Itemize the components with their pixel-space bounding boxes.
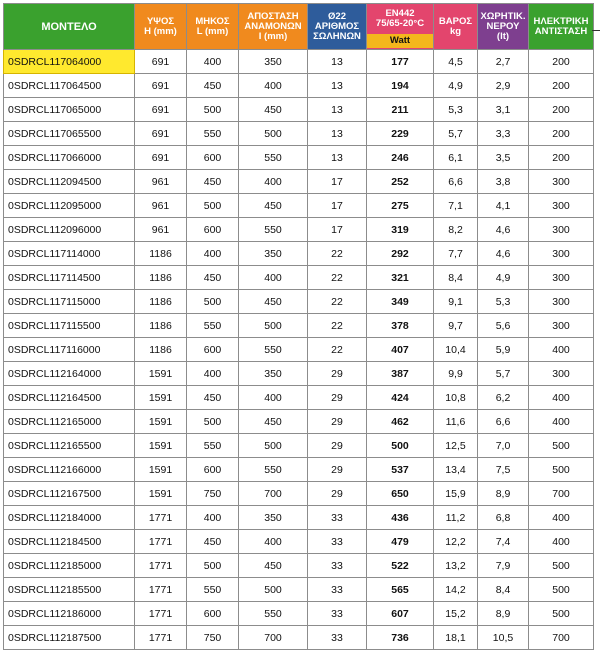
cell-watt: 349 (367, 290, 434, 314)
cell-pipes: 22 (308, 266, 367, 290)
cell-model: 0SDRCL112094500 (4, 170, 135, 194)
table-row (4, 434, 594, 458)
cell-length: 600 (187, 146, 239, 170)
cell-height: 1186 (135, 290, 187, 314)
table-row (4, 386, 594, 410)
cell-model: 0SDRCL117114500 (4, 266, 135, 290)
cell-pipes: 29 (308, 362, 367, 386)
cell-distance: 400 (239, 530, 308, 554)
cell-height: 1771 (135, 506, 187, 530)
cell-height: 1186 (135, 242, 187, 266)
cell-water: 2,7 (478, 50, 529, 74)
cell-water: 4,6 (478, 218, 529, 242)
cell-length: 550 (187, 314, 239, 338)
cell-heater: 300 (529, 170, 594, 194)
cell-heater: 200 (529, 146, 594, 170)
cell-distance: 450 (239, 290, 308, 314)
cell-water: 4,6 (478, 242, 529, 266)
cell-length: 450 (187, 266, 239, 290)
cell-length: 400 (187, 362, 239, 386)
table-row (4, 122, 594, 146)
table-row (4, 50, 594, 74)
cell-length: 500 (187, 290, 239, 314)
cell-model: 0SDRCL112166000 (4, 458, 135, 482)
cell-watt: 252 (367, 170, 434, 194)
cell-water: 7,5 (478, 458, 529, 482)
cell-height: 1771 (135, 530, 187, 554)
cell-watt: 537 (367, 458, 434, 482)
cell-pipes: 33 (308, 530, 367, 554)
cell-distance: 500 (239, 434, 308, 458)
cell-heater: 700 (529, 626, 594, 650)
cell-pipes: 22 (308, 242, 367, 266)
cell-pipes: 33 (308, 578, 367, 602)
cell-pipes: 22 (308, 338, 367, 362)
cell-pipes: 29 (308, 386, 367, 410)
cell-distance: 550 (239, 218, 308, 242)
cell-model: 0SDRCL112164500 (4, 386, 135, 410)
cell-height: 691 (135, 98, 187, 122)
cell-weight: 13,2 (434, 554, 478, 578)
table-row (4, 578, 594, 602)
cell-heater: 700 (529, 482, 594, 506)
cell-watt: 500 (367, 434, 434, 458)
cell-pipes: 29 (308, 458, 367, 482)
cell-distance: 400 (239, 170, 308, 194)
table-row (4, 290, 594, 314)
cell-heater: 300 (529, 362, 594, 386)
cell-weight: 9,9 (434, 362, 478, 386)
cell-water: 8,9 (478, 482, 529, 506)
cell-water: 10,5 (478, 626, 529, 650)
cell-water: 7,9 (478, 554, 529, 578)
table-row (4, 218, 594, 242)
cell-model: 0SDRCL112185500 (4, 578, 135, 602)
cell-water: 6,2 (478, 386, 529, 410)
cell-water: 5,9 (478, 338, 529, 362)
cell-height: 1771 (135, 626, 187, 650)
cell-distance: 350 (239, 362, 308, 386)
cell-distance: 350 (239, 242, 308, 266)
cell-distance: 550 (239, 602, 308, 626)
cell-weight: 6,1 (434, 146, 478, 170)
cell-water: 4,1 (478, 194, 529, 218)
table-row (4, 74, 594, 98)
cell-pipes: 22 (308, 314, 367, 338)
cell-model: 0SDRCL117064000 (4, 50, 135, 74)
cell-weight: 13,4 (434, 458, 478, 482)
cell-length: 500 (187, 554, 239, 578)
header-pipes: Ø22 ΑΡΙΘΜΟΣ ΣΩΛΗΝΩΝ (308, 4, 367, 50)
header-distance: ΑΠΟΣΤΑΣΗ ΑΝΑΜΟΝΩΝ I (mm) (239, 4, 308, 50)
cell-heater: 300 (529, 290, 594, 314)
cell-distance: 450 (239, 410, 308, 434)
cell-watt: 736 (367, 626, 434, 650)
cell-weight: 4,5 (434, 50, 478, 74)
cell-height: 961 (135, 218, 187, 242)
table-row (4, 482, 594, 506)
table-row (4, 146, 594, 170)
cell-model: 0SDRCL112187500 (4, 626, 135, 650)
cell-watt: 522 (367, 554, 434, 578)
cell-weight: 11,6 (434, 410, 478, 434)
cell-distance: 550 (239, 458, 308, 482)
cell-heater: 500 (529, 578, 594, 602)
cell-length: 600 (187, 218, 239, 242)
cell-weight: 11,2 (434, 506, 478, 530)
cell-water: 8,4 (478, 578, 529, 602)
cell-distance: 500 (239, 314, 308, 338)
radiator-spec-table (3, 3, 594, 650)
cell-weight: 12,5 (434, 434, 478, 458)
cell-length: 750 (187, 482, 239, 506)
cell-watt: 319 (367, 218, 434, 242)
cell-distance: 700 (239, 482, 308, 506)
cell-watt: 607 (367, 602, 434, 626)
table-row (4, 194, 594, 218)
cell-height: 1591 (135, 386, 187, 410)
edge-tick (592, 30, 600, 31)
cell-water: 7,4 (478, 530, 529, 554)
table-row (4, 410, 594, 434)
cell-weight: 15,9 (434, 482, 478, 506)
cell-height: 1771 (135, 578, 187, 602)
cell-distance: 350 (239, 50, 308, 74)
cell-height: 961 (135, 194, 187, 218)
cell-watt: 321 (367, 266, 434, 290)
cell-watt: 194 (367, 74, 434, 98)
table-row (4, 338, 594, 362)
cell-water: 3,5 (478, 146, 529, 170)
cell-length: 450 (187, 170, 239, 194)
cell-model: 0SDRCL117065000 (4, 98, 135, 122)
cell-model: 0SDRCL112164000 (4, 362, 135, 386)
cell-watt: 650 (367, 482, 434, 506)
cell-height: 1771 (135, 554, 187, 578)
cell-heater: 400 (529, 386, 594, 410)
table-row (4, 602, 594, 626)
cell-length: 500 (187, 410, 239, 434)
cell-water: 4,9 (478, 266, 529, 290)
cell-length: 550 (187, 578, 239, 602)
cell-watt: 211 (367, 98, 434, 122)
cell-heater: 200 (529, 50, 594, 74)
cell-pipes: 13 (308, 50, 367, 74)
cell-heater: 200 (529, 98, 594, 122)
header-heater: ΗΛΕΚΤΡΙΚΗ ΑΝΤΙΣΤΑΣΗ (529, 4, 594, 50)
cell-heater: 500 (529, 458, 594, 482)
table-row (4, 626, 594, 650)
cell-heater: 200 (529, 74, 594, 98)
cell-height: 691 (135, 122, 187, 146)
cell-length: 750 (187, 626, 239, 650)
cell-height: 1186 (135, 266, 187, 290)
cell-pipes: 33 (308, 602, 367, 626)
table-row (4, 170, 594, 194)
cell-distance: 700 (239, 626, 308, 650)
cell-heater: 300 (529, 218, 594, 242)
cell-water: 8,9 (478, 602, 529, 626)
cell-model: 0SDRCL117066000 (4, 146, 135, 170)
cell-weight: 12,2 (434, 530, 478, 554)
cell-watt: 424 (367, 386, 434, 410)
cell-model: 0SDRCL117115000 (4, 290, 135, 314)
cell-model: 0SDRCL112184000 (4, 506, 135, 530)
cell-watt: 275 (367, 194, 434, 218)
cell-pipes: 17 (308, 170, 367, 194)
table-row (4, 554, 594, 578)
cell-distance: 550 (239, 146, 308, 170)
cell-height: 1591 (135, 362, 187, 386)
cell-model: 0SDRCL112165000 (4, 410, 135, 434)
cell-watt: 565 (367, 578, 434, 602)
cell-watt: 246 (367, 146, 434, 170)
cell-heater: 500 (529, 602, 594, 626)
cell-model: 0SDRCL112096000 (4, 218, 135, 242)
header-model: ΜΟΝΤΕΛΟ (4, 4, 135, 50)
cell-pipes: 17 (308, 218, 367, 242)
cell-height: 1771 (135, 602, 187, 626)
cell-weight: 9,7 (434, 314, 478, 338)
cell-distance: 500 (239, 122, 308, 146)
cell-heater: 300 (529, 314, 594, 338)
cell-height: 691 (135, 50, 187, 74)
cell-water: 3,3 (478, 122, 529, 146)
cell-model: 0SDRCL112165500 (4, 434, 135, 458)
cell-height: 1591 (135, 434, 187, 458)
cell-model: 0SDRCL112186000 (4, 602, 135, 626)
cell-pipes: 13 (308, 98, 367, 122)
cell-model: 0SDRCL112184500 (4, 530, 135, 554)
header-output-unit: Watt (367, 34, 433, 48)
cell-weight: 5,3 (434, 98, 478, 122)
cell-length: 450 (187, 74, 239, 98)
cell-watt: 387 (367, 362, 434, 386)
cell-watt: 229 (367, 122, 434, 146)
cell-weight: 9,1 (434, 290, 478, 314)
cell-pipes: 33 (308, 626, 367, 650)
cell-pipes: 33 (308, 506, 367, 530)
cell-model: 0SDRCL112185000 (4, 554, 135, 578)
cell-weight: 10,4 (434, 338, 478, 362)
cell-height: 1186 (135, 314, 187, 338)
cell-water: 7,0 (478, 434, 529, 458)
cell-model: 0SDRCL117065500 (4, 122, 135, 146)
table-row (4, 362, 594, 386)
cell-weight: 7,1 (434, 194, 478, 218)
cell-length: 500 (187, 194, 239, 218)
cell-length: 550 (187, 122, 239, 146)
cell-model: 0SDRCL112167500 (4, 482, 135, 506)
cell-length: 600 (187, 338, 239, 362)
header-water: ΧΩΡΗΤΙΚ. ΝΕΡΟΥ (lt) (478, 4, 529, 50)
cell-watt: 292 (367, 242, 434, 266)
cell-water: 2,9 (478, 74, 529, 98)
cell-weight: 14,2 (434, 578, 478, 602)
cell-length: 450 (187, 386, 239, 410)
cell-distance: 450 (239, 194, 308, 218)
cell-length: 400 (187, 50, 239, 74)
cell-pipes: 29 (308, 434, 367, 458)
cell-weight: 8,2 (434, 218, 478, 242)
header-weight: ΒΑΡΟΣ kg (434, 4, 478, 50)
cell-distance: 450 (239, 554, 308, 578)
cell-water: 5,7 (478, 362, 529, 386)
cell-heater: 400 (529, 530, 594, 554)
cell-heater: 300 (529, 242, 594, 266)
cell-weight: 7,7 (434, 242, 478, 266)
cell-watt: 407 (367, 338, 434, 362)
table-body (4, 50, 594, 650)
cell-length: 600 (187, 602, 239, 626)
table-row (4, 506, 594, 530)
cell-distance: 400 (239, 386, 308, 410)
cell-height: 1591 (135, 482, 187, 506)
cell-heater: 300 (529, 266, 594, 290)
cell-model: 0SDRCL112095000 (4, 194, 135, 218)
cell-water: 5,3 (478, 290, 529, 314)
cell-pipes: 29 (308, 410, 367, 434)
cell-watt: 462 (367, 410, 434, 434)
cell-weight: 5,7 (434, 122, 478, 146)
cell-length: 550 (187, 434, 239, 458)
table-row (4, 242, 594, 266)
cell-height: 1591 (135, 410, 187, 434)
cell-water: 3,1 (478, 98, 529, 122)
cell-watt: 436 (367, 506, 434, 530)
cell-weight: 4,9 (434, 74, 478, 98)
cell-water: 6,6 (478, 410, 529, 434)
cell-height: 1186 (135, 338, 187, 362)
cell-watt: 177 (367, 50, 434, 74)
table-row (4, 98, 594, 122)
cell-distance: 400 (239, 266, 308, 290)
cell-heater: 200 (529, 122, 594, 146)
cell-distance: 450 (239, 98, 308, 122)
header-output: EN442 75/65-20°C Watt (367, 4, 434, 50)
cell-model: 0SDRCL117115500 (4, 314, 135, 338)
cell-watt: 378 (367, 314, 434, 338)
cell-model: 0SDRCL117114000 (4, 242, 135, 266)
cell-pipes: 13 (308, 122, 367, 146)
cell-distance: 400 (239, 74, 308, 98)
cell-water: 6,8 (478, 506, 529, 530)
table-row (4, 458, 594, 482)
cell-length: 400 (187, 242, 239, 266)
cell-heater: 300 (529, 194, 594, 218)
cell-length: 400 (187, 506, 239, 530)
cell-height: 961 (135, 170, 187, 194)
cell-distance: 500 (239, 578, 308, 602)
cell-height: 691 (135, 146, 187, 170)
cell-model: 0SDRCL117116000 (4, 338, 135, 362)
cell-pipes: 22 (308, 290, 367, 314)
cell-pipes: 33 (308, 554, 367, 578)
cell-heater: 400 (529, 506, 594, 530)
cell-weight: 10,8 (434, 386, 478, 410)
cell-weight: 8,4 (434, 266, 478, 290)
cell-pipes: 29 (308, 482, 367, 506)
header-height: ΥΨΟΣ H (mm) (135, 4, 187, 50)
cell-weight: 18,1 (434, 626, 478, 650)
cell-watt: 479 (367, 530, 434, 554)
cell-water: 3,8 (478, 170, 529, 194)
cell-length: 500 (187, 98, 239, 122)
cell-length: 600 (187, 458, 239, 482)
cell-heater: 500 (529, 554, 594, 578)
cell-length: 450 (187, 530, 239, 554)
cell-model: 0SDRCL117064500 (4, 74, 135, 98)
header-length: ΜΗΚΟΣ L (mm) (187, 4, 239, 50)
cell-weight: 6,6 (434, 170, 478, 194)
cell-pipes: 17 (308, 194, 367, 218)
table-row (4, 314, 594, 338)
cell-pipes: 13 (308, 146, 367, 170)
table-row (4, 266, 594, 290)
table-row (4, 530, 594, 554)
cell-heater: 400 (529, 410, 594, 434)
cell-heater: 500 (529, 434, 594, 458)
cell-heater: 400 (529, 338, 594, 362)
cell-weight: 15,2 (434, 602, 478, 626)
cell-distance: 350 (239, 506, 308, 530)
cell-height: 1591 (135, 458, 187, 482)
table-header-row (4, 4, 594, 50)
cell-water: 5,6 (478, 314, 529, 338)
cell-distance: 550 (239, 338, 308, 362)
cell-height: 691 (135, 74, 187, 98)
cell-pipes: 13 (308, 74, 367, 98)
